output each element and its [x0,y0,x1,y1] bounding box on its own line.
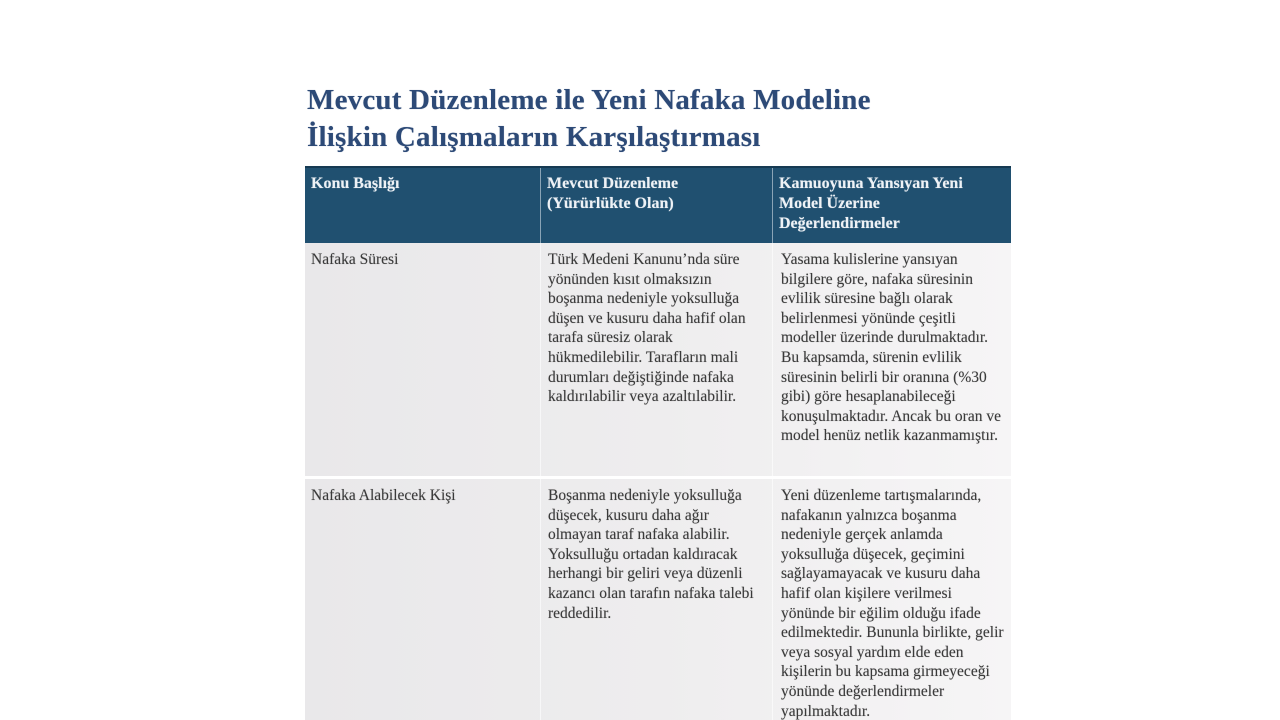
page-title-line-2: İlişkin Çalışmaların Karşılaştırması [307,121,761,153]
cell-topic: Nafaka Süresi [311,251,399,268]
cell-current-regulation: Boşanma nedeniyle yoksulluğa düşecek, kusuru daha ağır olmayan taraf nafaka alabilir. Yoksulluğu ortadan kaldıracak herhangi bir geliri veya düzenli kazancı olan tarafın nafaka talebi reddedilir. [540,479,772,720]
cell-new-model-evaluation: Yeni düzenleme tartışmalarında, nafakanın yalnızca boşanma nedeniyle gerçek anlamda yoksulluğa düşecek, geçimini sağlayamayacak ve kusuru daha hafif olan kişilere verilmesi yönünde bir eğilim olduğu ifade edilmektedir. Bununla birlikte, gelir veya sosyal yardım elde eden kişilerin bu kapsama girmeyeceği yönünde değerlendirmeler yapılmaktadır. [772,479,1011,720]
page-title [307,82,1007,156]
cell-current-regulation: Türk Medeni Kanunu’nda süre yönünden kısıt olmaksızın boşanma nedeniyle yoksulluğa düşen ve kusuru daha hafif olan tarafa süresiz olarak hükmedilebilir. Tarafların mali durumları değiştiğinde nafaka kaldırılabilir veya azaltılabilir. [540,243,772,476]
table-row [305,243,1011,479]
table-header-new-model: Kamuoyuna Yansıyan Yeni Model Üzerine Değerlendirmeler [772,168,1011,243]
table-header-topic: Konu Başlığı [311,175,400,192]
page-title-line-1: Mevcut Düzenleme ile Yeni Nafaka Modeline [307,84,871,116]
table-row [305,479,1011,720]
table-header-current-regulation: Mevcut Düzenleme (Yürürlükte Olan) [540,168,772,243]
comparison-table [305,166,1011,720]
cell-new-model-evaluation: Yasama kulislerine yansıyan bilgilere göre, nafaka süresinin evlilik süresine bağlı olarak belirlenmesi yönünde çeşitli modeller üzerinde durulmaktadır. Bu kapsamda, sürenin evlilik süresinin belirli bir oranına (%30 gibi) göre hesaplanabileceği konuşulmaktadır. Ancak bu oran ve model henüz netlik kazanmamıştır. [772,243,1011,476]
table-header-row [305,166,1011,243]
cell-topic: Nafaka Alabilecek Kişi [311,487,456,504]
